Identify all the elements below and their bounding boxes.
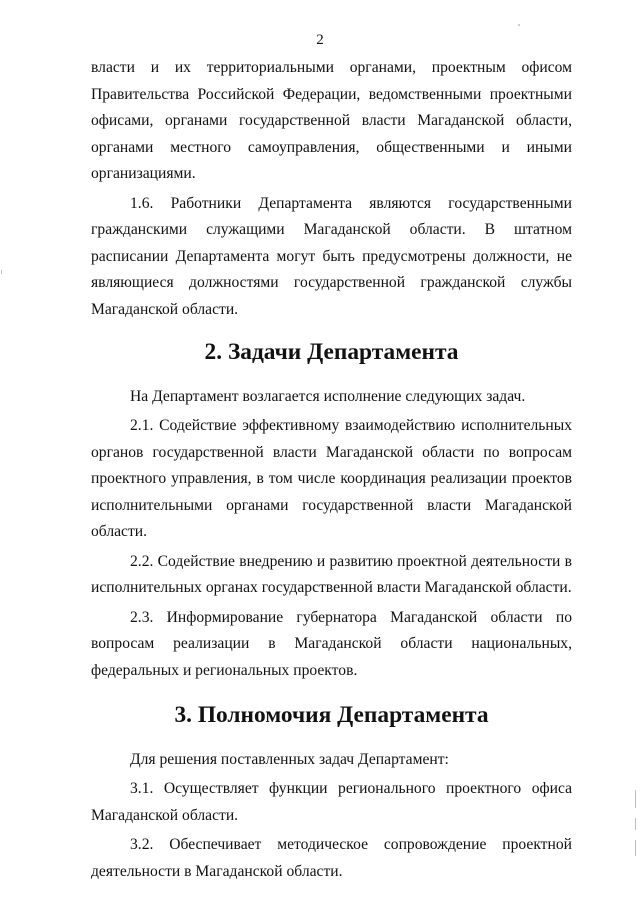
document-body — [91, 55, 572, 888]
paragraph-continuation: власти и их территориальными органами, проектным офисом Правительства Российской Федерации, ведомственными проектными офисами, органами государственной власти Магаданской области, органами местного самоуправления, общественными и иными организациями. — [91, 59, 572, 182]
paragraph-3-2: 3.2. Обеспечивает методическое сопровождение проектной деятельности в Магаданской области. — [91, 836, 572, 880]
scan-artifact — [635, 840, 636, 856]
scan-artifact — [518, 24, 520, 26]
paragraph-2-1: 2.1. Содействие эффективному взаимодействию исполнительных органов государственной власти Магаданской области по вопросам проектного управления, в том числе координация реализации проектов исполнительными органами государственной власти Магаданской области. — [91, 417, 572, 540]
paragraph-2-3: 2.3. Информирование губернатора Магаданской области по вопросам реализации в Магаданской области национальных, федеральных и региональных проектов. — [91, 608, 572, 679]
scan-artifact — [635, 818, 636, 830]
paragraph-powers-intro: Для решения поставленных задач Департамент: — [130, 750, 449, 768]
paragraph-2-2: 2.2. Содействие внедрению и развитию проектной деятельности в исполнительных органах государственной власти Магаданской области. — [91, 552, 572, 596]
paragraph-3-1: 3.1. Осуществляет функции регионального проектного офиса Магаданской области. — [91, 780, 572, 824]
section-heading-tasks: 2. Задачи Департамента — [204, 339, 459, 365]
scan-artifact — [1, 270, 2, 274]
scan-artifact — [635, 790, 636, 808]
section-heading-powers: 3. Полномочия Департамента — [174, 702, 489, 728]
paragraph-tasks-intro: На Департамент возлагается исполнение следующих задач. — [130, 387, 526, 405]
paragraph-1-6: 1.6. Работники Департамента являются государственными гражданскими служащими Магаданской области. В штатном расписании Департамента могут быть предусмотрены должности, не являющиеся должностями государственной гражданской службы Магаданской области. — [91, 194, 572, 318]
page-number: 2 — [316, 32, 324, 48]
